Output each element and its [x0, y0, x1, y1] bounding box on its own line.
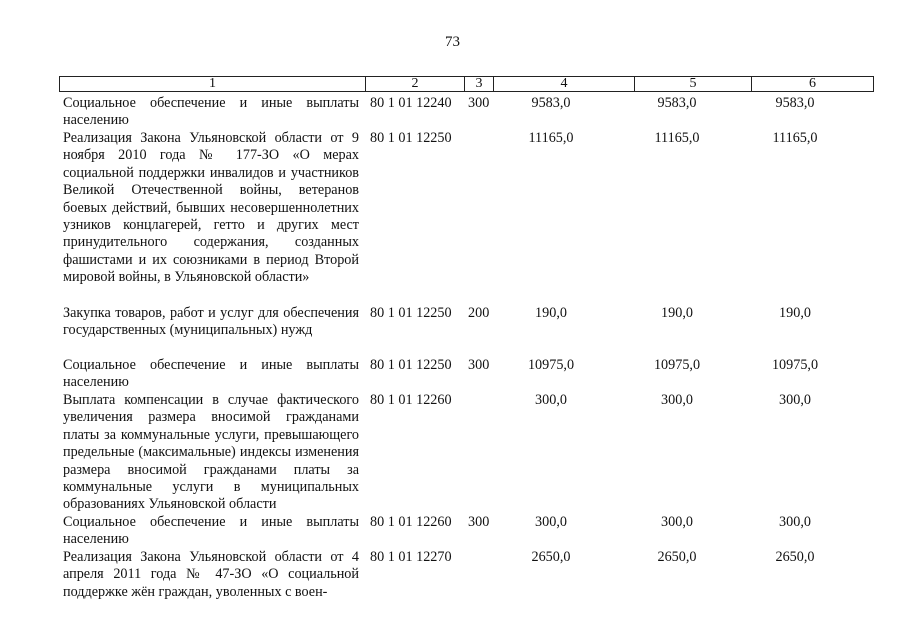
header-col-4: 4 [560, 76, 568, 91]
header-col-6: 6 [809, 76, 816, 91]
page-number: 73 [445, 34, 460, 50]
row-value-4: 11165,0 [528, 130, 574, 146]
header-col-5: 5 [689, 76, 697, 91]
row-name: Выплата компенсации в случае фактического увеличения размера вносимой гражданами платы за коммунальные услуги, превышающего предельные (максимальные) индексы изменения размера вносимой гражданами платы за коммунальные услуги в муниципальных образованиях Ульяновской области [63, 392, 359, 513]
row-name: Реализация Закона Ульяновской области от 4 апреля 2011 года № 47-ЗО «О социальной поддержке жён граждан, уволенных с воен- [63, 549, 359, 600]
row-value-4: 300,0 [535, 514, 567, 530]
row-value-5: 190,0 [661, 305, 693, 321]
table-header [59, 76, 874, 92]
row-value-4: 300,0 [535, 392, 567, 408]
row-value-4: 190,0 [535, 305, 567, 321]
row-value-5: 2650,0 [657, 549, 697, 565]
row-value-6: 11165,0 [772, 130, 818, 146]
row-value-4: 2650,0 [531, 549, 571, 565]
row-value-5: 300,0 [661, 392, 693, 408]
row-code: 80 1 01 12250 [370, 357, 452, 373]
row-value-6: 300,0 [779, 392, 811, 408]
row-name: Реализация Закона Ульяновской области от 9 ноября 2010 года № 177-ЗО «О мерах социальной поддержки инвалидов и участников Великой Отечественной войны, ветеранов боевых действий, бывших несовершеннолетних узников концлагерей, гетто и других мест принудительного содержания, созданных фашистами и их союзниками в период Второй мировой войны, в Ульяновской области» [63, 130, 359, 286]
row-name: Социальное обеспечение и иные выплаты населению [63, 514, 359, 548]
row-code: 80 1 01 12260 [370, 392, 452, 408]
row-value-6: 300,0 [779, 514, 811, 530]
row-code: 80 1 01 12250 [370, 130, 452, 146]
row-name: Закупка товаров, работ и услуг для обеспечения государственных (муниципальных) нужд [63, 305, 359, 339]
row-code: 80 1 01 12250 [370, 305, 452, 321]
row-value-6: 2650,0 [775, 549, 815, 565]
row-code: 80 1 01 12260 [370, 514, 452, 530]
row-value-4: 9583,0 [531, 95, 571, 111]
row-value-6: 10975,0 [771, 357, 819, 373]
row-value-6: 9583,0 [775, 95, 815, 111]
row-code: 80 1 01 12270 [370, 549, 452, 565]
row-value-5: 10975,0 [653, 357, 701, 373]
row-vr: 200 [468, 305, 490, 321]
row-name: Социальное обеспечение и иные выплаты населению [63, 357, 359, 391]
row-value-6: 190,0 [779, 305, 811, 321]
row-value-5: 9583,0 [657, 95, 697, 111]
row-vr: 300 [468, 95, 490, 111]
row-code: 80 1 01 12240 [370, 95, 452, 111]
header-col-1: 1 [209, 76, 216, 91]
row-value-5: 11165,0 [654, 130, 700, 146]
row-value-5: 300,0 [661, 514, 693, 530]
header-col-3: 3 [475, 76, 483, 91]
row-vr: 300 [468, 357, 490, 373]
row-name: Социальное обеспечение и иные выплаты населению [63, 95, 359, 129]
row-value-4: 10975,0 [527, 357, 575, 373]
header-col-2: 2 [411, 76, 419, 91]
row-vr: 300 [468, 514, 490, 530]
